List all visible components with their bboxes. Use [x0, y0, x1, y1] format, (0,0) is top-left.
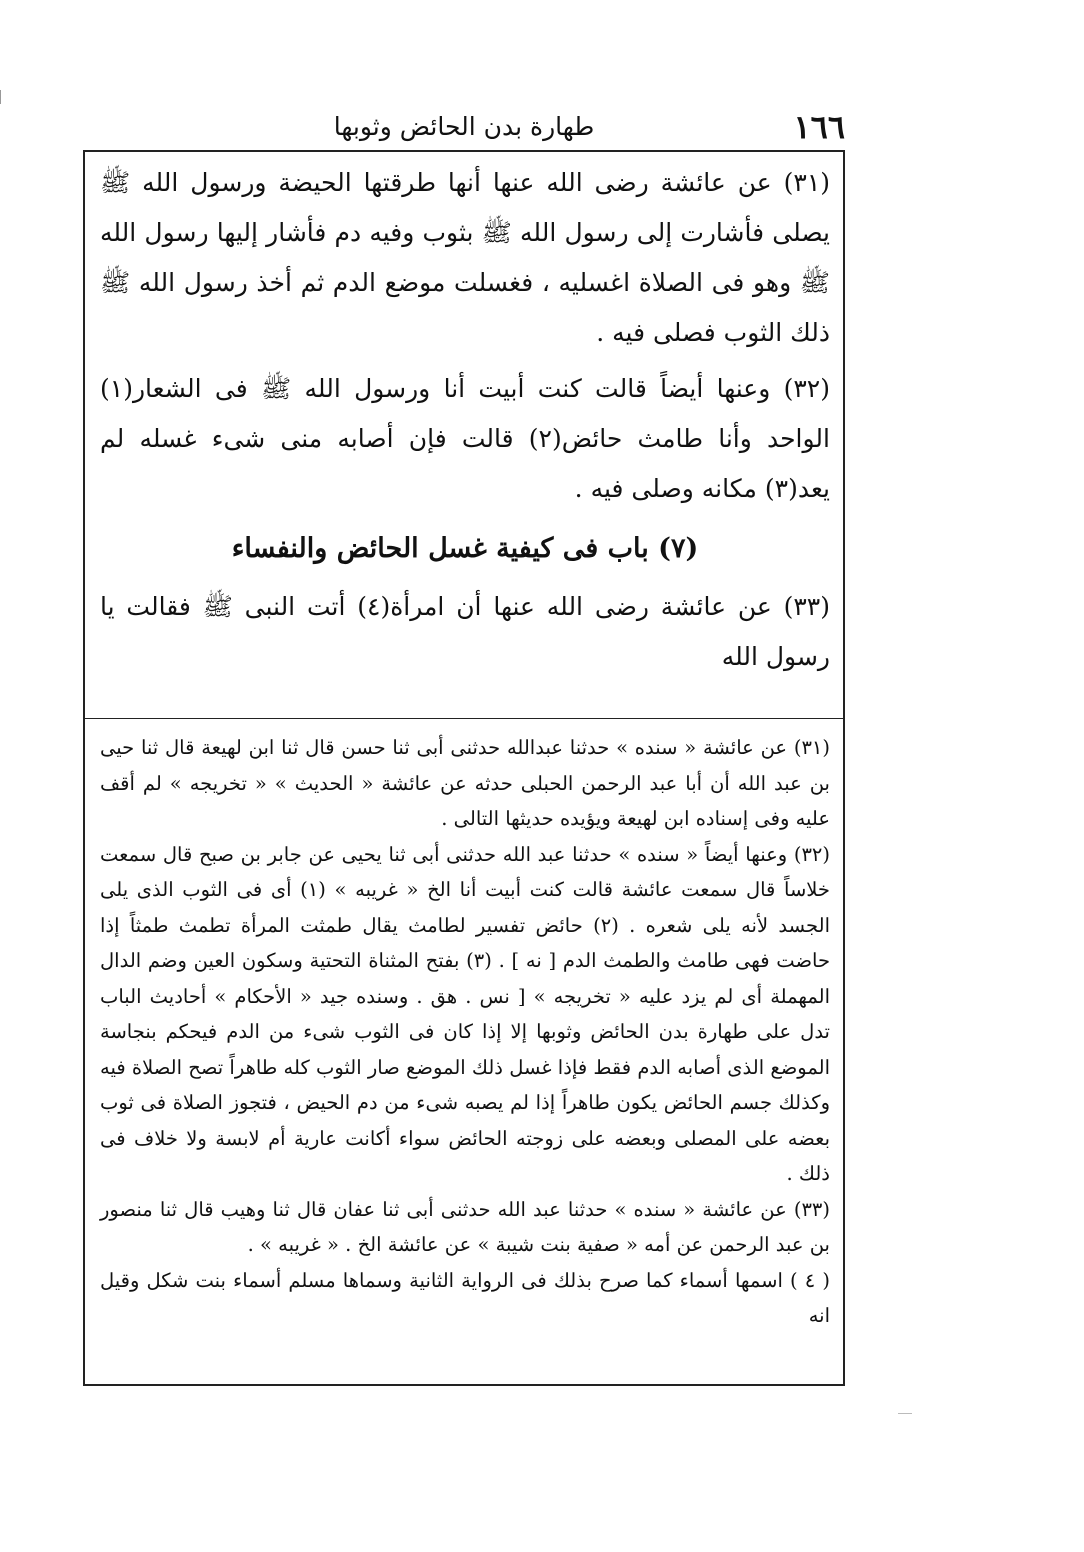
scan-mark [898, 1413, 912, 1414]
note-32: (٣٢) وعنها أيضاً « سنده » حدثنا عبد الله حدثنى أبى ثنا يحيى عن جابر بن صبح قال سمعت خلاساً قال سمعت عائشة قالت كنت أبيت أنا الخ « غريبه » (١) أى فى الثوب الذى يلى الجسد لأنه يلى شعره . (٢) حائض تفسير لطامث يقال طمثت المرأة تطمث طمثاً إذا حاضت فهى طامث والطمث الدم [ نه ] . (٣) بفتح المثناة التحتية وسكون العين وضم الدال المهملة أى لم يزد عليه « تخريجه » [ نس . هق . وسنده جيد « الأحكام » أحاديث الباب تدل على طهارة بدن الحائض وثوبها إلا إذا كان فى الثوب شىء من الدم فيحكم بنجاسة الموضع الذى أصابه الدم فقط فإذا غسل ذلك الموضع صار الثوب كله طاهراً تصح الصلاة فيه وكذلك جسم الحائض يكون طاهراً إذا لم يصبه شىء من دم الحيض ، فتجوز الصلاة فى ثوب بعضه على المصلى وبعضه على زوجته الحائض سواء أكانت عارية أم لابسة ولا خلاف فى ذلك . [100, 842, 830, 1185]
hadith-31: (٣١) عن عائشة رضى الله عنها أنها طرقتها الحيضة ورسول الله ﷺ يصلى فأشارت إلى رسول الله ﷺ بثوب وفيه دم فأشار إليها رسول الله ﷺ وهو فى الصلاة اغسليه ، فغسلت موضع الدم ثم أخذ رسول الله ﷺ ذلك الثوب فصلى فيه . [100, 168, 831, 347]
hadith-33: (٣٣) عن عائشة رضى الله عنها أن امرأة(٤) أتت النبى ﷺ فقالت يا رسول الله [100, 592, 830, 671]
hadith-32: (٣٢) وعنها أيضاً قالت كنت أبيت أنا ورسول الله ﷺ فى الشعار(١) الواحد وأنا طامث حائض(٢) قالت فإن أصابه منى شىء غسله لم يعد(٣) مكانه وصلى فيه . [100, 374, 830, 503]
chapter-heading: (٧) باب فى كيفية غسل الحائض والنفساء [231, 533, 699, 564]
running-title: طهارة بدن الحائض وثوبها [333, 112, 595, 141]
scan-edge-mark [0, 90, 5, 104]
page-number: ١٦٦ [793, 108, 845, 146]
note-33: (٣٣) عن عائشة « سنده » حدثنا عبد الله حدثنى أبى ثنا عفان قال ثنا وهيب قال ثنا منصور بن عبد الرحمن عن أمه « صفية بنت شيبة » عن عائشة الخ . « غريبه » . [100, 1197, 830, 1256]
note-4: ( ٤ ) اسمها أسماء كما صرح بذلك فى الرواية الثانية وسماها مسلم أسماء بنت شكل وقيل انه [100, 1268, 831, 1327]
note-31: (٣١) عن عائشة « سنده » حدثنا عبدالله حدثنى أبى ثنا حسن قال ثنا ابن لهيعة قال ثنا حيى بن عبد الله أن أبا عبد الرحمن الحبلى حدثه عن عائشة « الحديث » « تخريجه » لم أقف عليه وفى إسناده ابن لهيعة ويؤيده حديثها التالى . [100, 736, 830, 830]
main-text [100, 158, 830, 688]
commentary [100, 730, 830, 1334]
page-header [83, 108, 845, 148]
footnote-divider [83, 718, 845, 719]
